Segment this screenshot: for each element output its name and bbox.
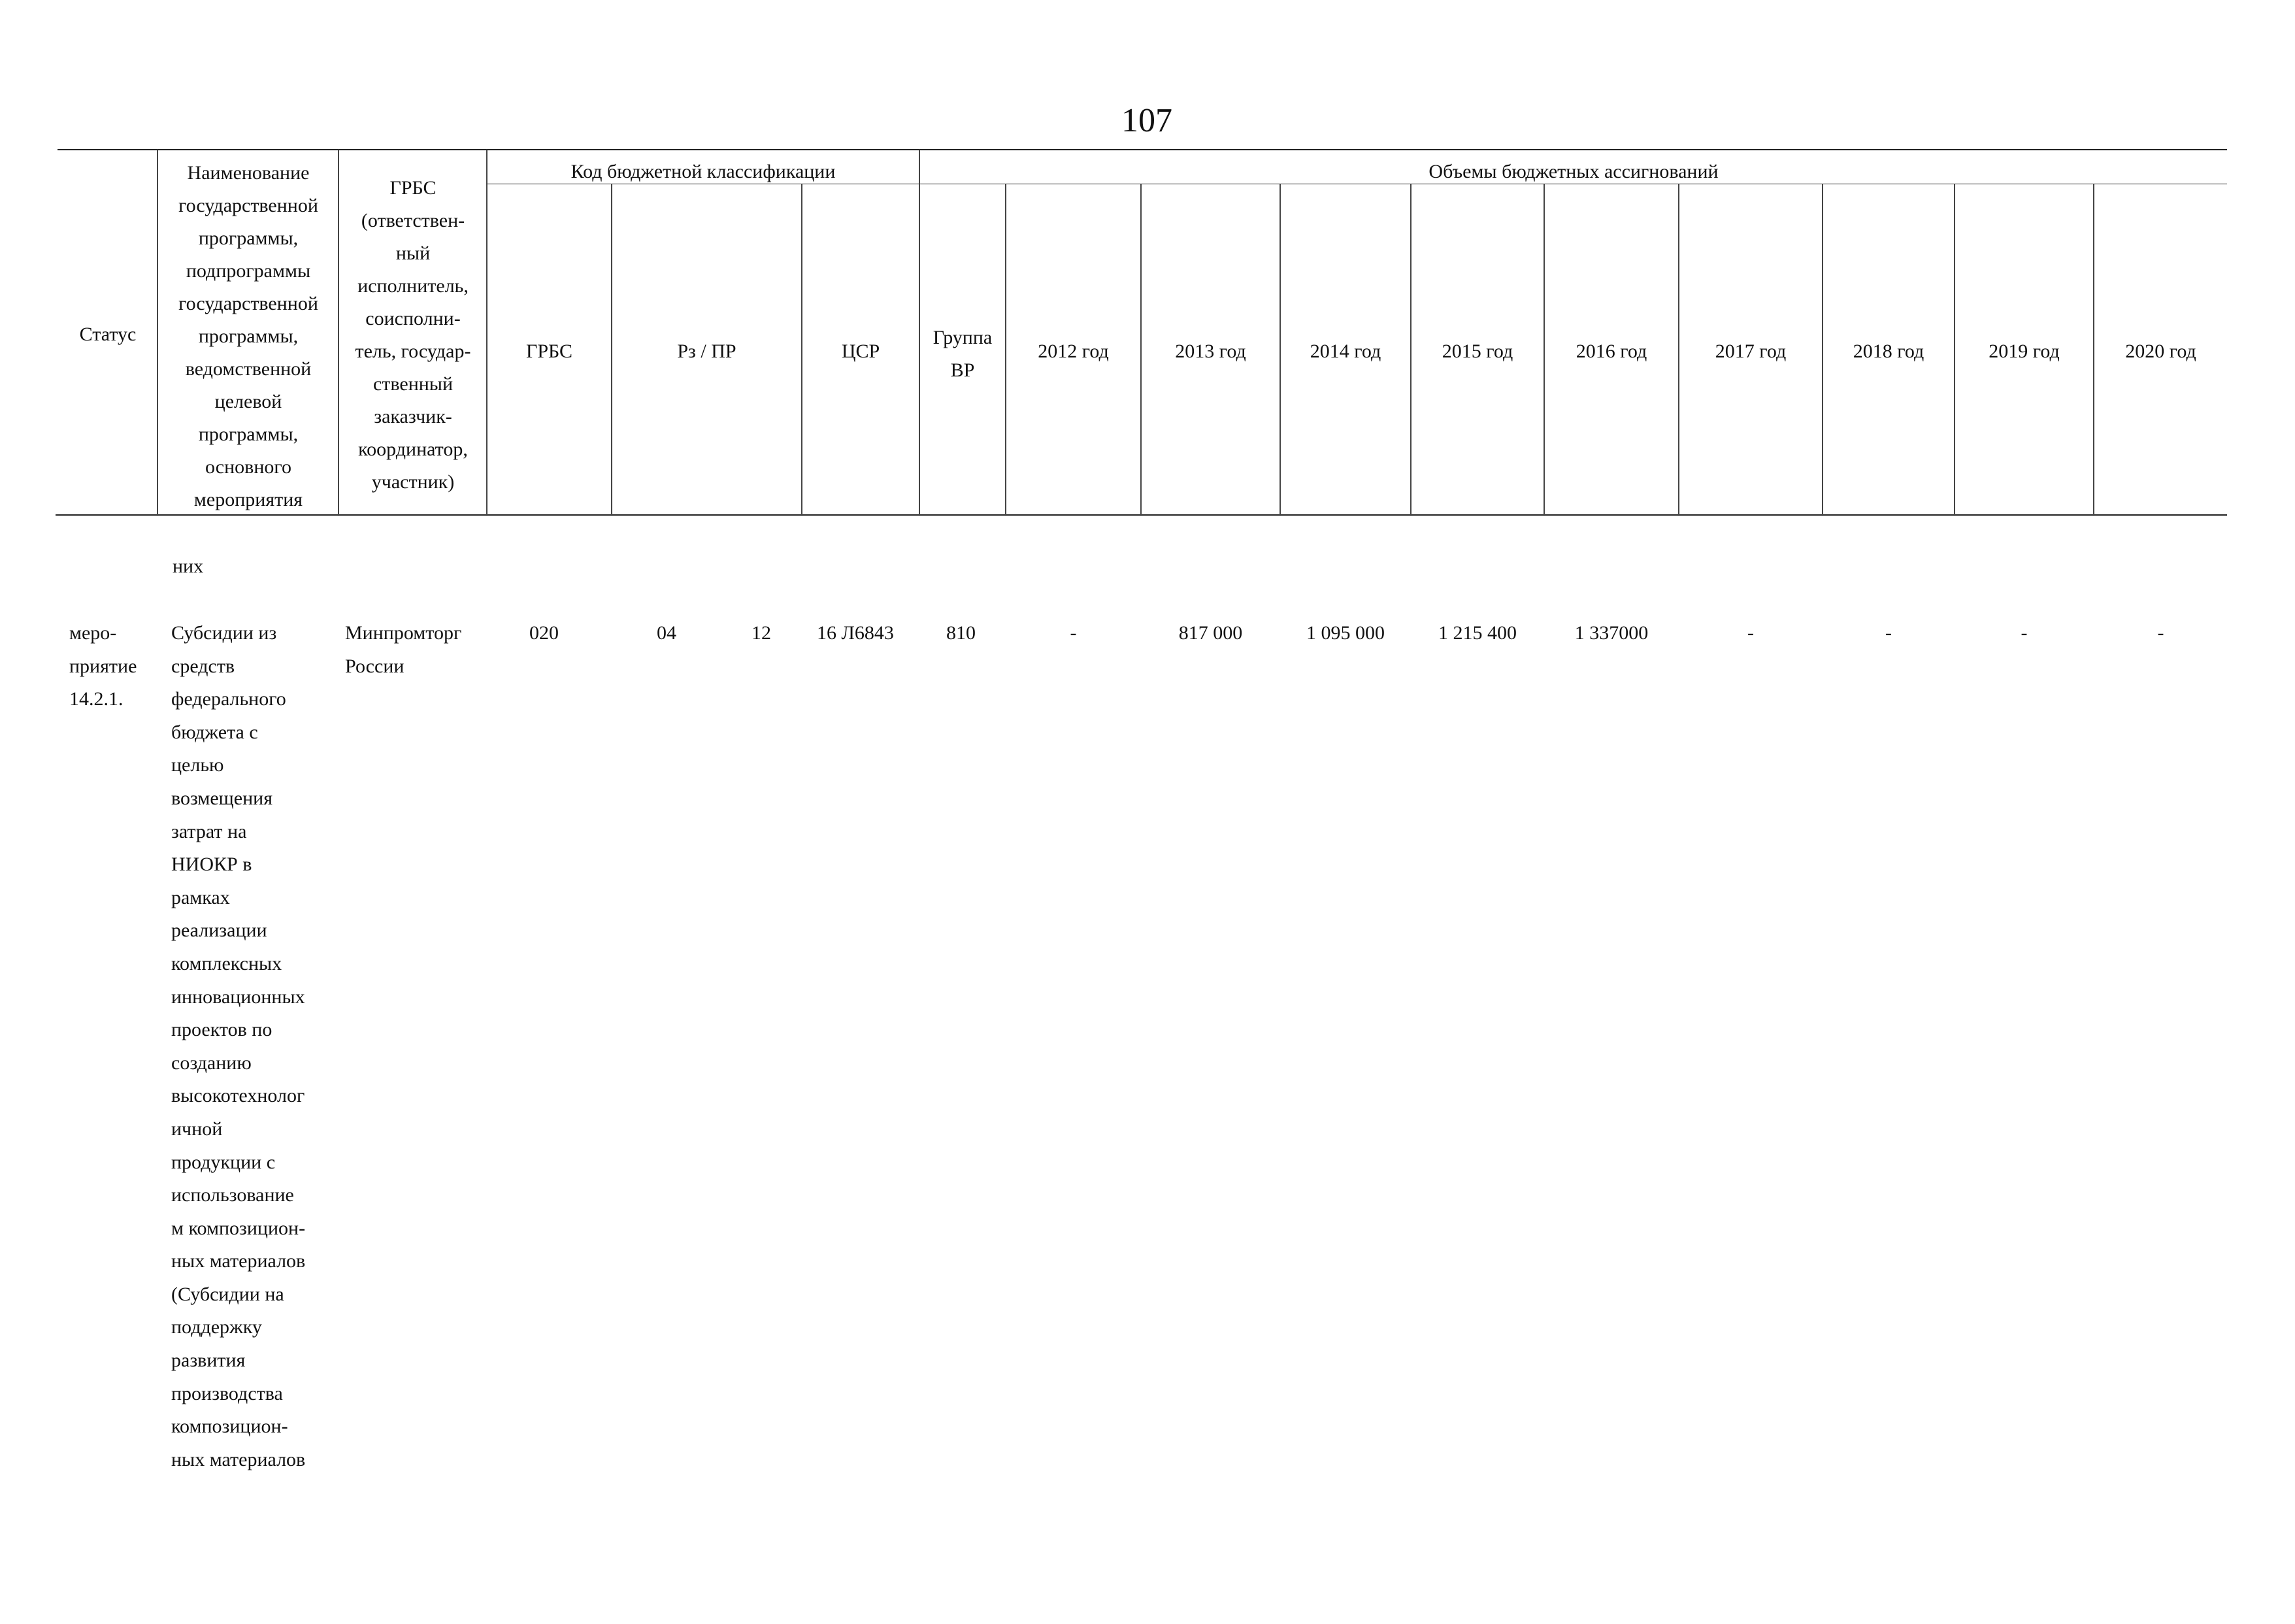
cell-line: развития [171,1350,246,1372]
header-line: (ответствен- [361,210,465,231]
cell-line: рамках [171,886,230,908]
header-line: государственной [178,293,318,314]
row-status [69,617,161,716]
col-divider [338,150,339,515]
row-fragment-text: них [173,555,204,577]
header-year-2013: 2013 год [1175,340,1246,362]
header-status: Статус [79,323,137,345]
header-line: участник) [371,471,455,493]
row-csr: 16 Л6843 [817,622,894,644]
cell-line: приятие [69,655,137,677]
cell-line: затрат на [171,820,247,842]
header-budget-code-group: Код бюджетной классификации [570,161,836,182]
header-line: ГРБС [389,177,437,199]
header-year-2016: 2016 год [1576,340,1647,362]
cell-line: производства [171,1382,283,1404]
header-line: программы, [198,227,299,249]
header-top-rule [58,149,2227,150]
header-year-2014: 2014 год [1310,340,1381,362]
col-divider [486,150,487,515]
header-line: государственной [178,195,318,216]
header-year-2018: 2018 год [1853,340,1924,362]
header-line: тель, государ- [355,340,471,362]
row-grbs: 020 [529,622,559,644]
cell-line: Минпромторг [345,622,462,644]
cell-line: использование [171,1184,294,1206]
cell-line: России [345,655,405,677]
cell-line: реализации [171,920,267,942]
header-line: исполнитель, [357,275,469,297]
cell-line: НИОКР в [171,853,252,876]
row-value-2013: 817 000 [1178,622,1243,644]
cell-line: Субсидии из [171,622,277,644]
header-line: соисполни- [365,308,461,329]
row-vr: 810 [946,622,976,644]
cell-line: ных материалов [171,1448,306,1470]
header-program-name [159,157,337,516]
header-year-2015: 2015 год [1442,340,1513,362]
cell-line: возмещения [171,787,273,809]
header-line: основного [205,456,291,478]
header-grbs: ГРБС [525,340,573,362]
cell-line: целью [171,754,224,776]
header-line: Группа [933,327,993,348]
header-line: целевой [214,391,282,412]
header-year-2020: 2020 год [2125,340,2196,362]
row-grbs-responsible [345,617,486,683]
header-grbs-responsible [340,172,486,499]
cell-line: (Субсидии на [171,1283,284,1305]
cell-line: бюджета с [171,721,258,743]
cell-line: композицион- [171,1416,288,1438]
header-line: Наименование [187,162,310,184]
header-line: ный [395,242,431,264]
cell-line: поддержку [171,1316,262,1338]
cell-line: комплексных [171,952,282,974]
cell-line: средств [171,655,235,677]
header-budget-volume-group: Объемы бюджетных ассигнований [1428,161,1719,182]
header-line: подпрограммы [186,260,311,282]
cell-line: федерального [171,688,286,710]
header-line: программы, [198,423,299,445]
header-year-2012: 2012 год [1038,340,1109,362]
cell-line: инновационных [171,986,305,1008]
row-value-2019: - [2021,622,2028,644]
header-line: мероприятия [193,489,303,510]
row-value-2018: - [1885,622,1892,644]
header-line: программы, [198,325,299,347]
cell-line: меро- [69,622,117,644]
cell-line: ных материалов [171,1250,306,1272]
row-name [171,617,338,1476]
header-line: координатор, [358,439,468,460]
cell-line: 14.2.1. [69,688,124,710]
row-value-2014: 1 095 000 [1306,622,1385,644]
cell-line: продукции с [171,1151,276,1173]
page-number: 107 [1121,102,1172,139]
header-vr-group [920,322,1005,387]
row-value-2020: - [2157,622,2164,644]
cell-line: м композицион- [171,1217,306,1239]
col-divider [157,150,158,515]
header-year-2019: 2019 год [1989,340,2060,362]
row-value-2017: - [1747,622,1754,644]
row-rz: 04 [657,622,676,644]
header-csr: ЦСР [841,340,880,362]
header-line: заказчик- [374,406,452,427]
header-line: ственный [372,373,454,395]
row-value-2016: 1 337000 [1574,622,1649,644]
header-rz-pr: Рз / ПР [677,340,736,362]
header-line: ВР [950,359,975,381]
row-value-2012: - [1070,622,1077,644]
header-line: ведомственной [185,358,312,380]
header-year-2017: 2017 год [1715,340,1787,362]
cell-line: ичной [171,1118,223,1140]
row-pr: 12 [751,622,771,644]
row-value-2015: 1 215 400 [1438,622,1517,644]
cell-line: высокотехнолог [171,1085,305,1107]
cell-line: созданию [171,1052,252,1074]
cell-line: проектов по [171,1019,272,1041]
